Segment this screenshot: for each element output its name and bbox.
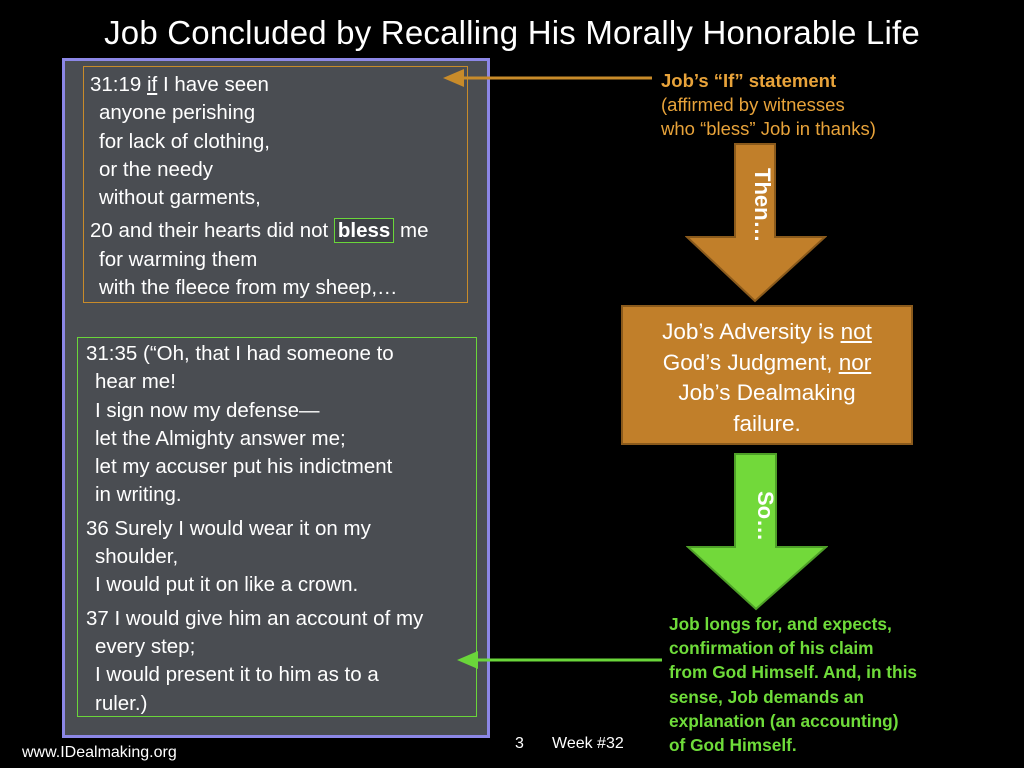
week-label: Week #32 xyxy=(552,735,624,752)
adversity-line: failure. xyxy=(733,410,801,436)
longs-for-note xyxy=(669,612,999,757)
if-connector-arrow xyxy=(443,69,652,87)
verse-line: in writing. xyxy=(95,483,182,507)
verse-35-line-1: 31:35 (“Oh, that I had someone to xyxy=(86,342,394,365)
page-number: 3 xyxy=(515,735,524,752)
verse-line: anyone perishing xyxy=(99,101,256,125)
then-label: Then… xyxy=(750,168,775,243)
bless-word: bless xyxy=(334,218,394,243)
verse-line: without garments, xyxy=(99,186,261,210)
verse-19-line-1: 31:19 if I have seen xyxy=(90,73,269,96)
longs-line: sense, Job demands an xyxy=(669,686,864,707)
verse-line: with the fleece from my sheep,… xyxy=(99,276,398,300)
so-label: So… xyxy=(753,491,778,542)
longs-line: of God Himself. xyxy=(669,735,797,756)
verse-line: I would put it on like a crown. xyxy=(95,573,359,597)
adversity-line: Job’s Dealmaking xyxy=(678,380,856,405)
verse-line: every step; xyxy=(95,634,196,658)
if-statement-line: (affirmed by witnesses xyxy=(661,94,845,115)
verse-line: shoulder, xyxy=(95,545,179,569)
verse-line: let the Almighty answer me; xyxy=(95,426,346,450)
longs-line: explanation (an accounting) xyxy=(669,710,899,731)
if-word: if xyxy=(147,73,158,96)
if-statement-heading: Job’s “If” statement xyxy=(661,70,837,91)
verse-line: I sign now my defense— xyxy=(95,398,320,422)
if-statement-note xyxy=(661,69,876,141)
verse-line: for lack of clothing, xyxy=(99,129,270,153)
longs-line: confirmation of his claim xyxy=(669,638,874,659)
verse-line: I would present it to him as to a xyxy=(95,663,379,687)
verse-line: hear me! xyxy=(95,370,176,394)
adversity-line: God’s Judgment, nor xyxy=(662,349,872,375)
nor-word: nor xyxy=(838,349,872,375)
verse-line: or the needy xyxy=(99,157,213,181)
adversity-line: Job’s Adversity is not xyxy=(662,319,872,344)
longs-line: from God Himself. And, in this xyxy=(669,662,918,683)
verse-20-line-1: 20 and their hearts did not bless me xyxy=(90,219,429,243)
verse-37-line-1: 37 I would give him an account of my xyxy=(86,606,424,630)
verse-36-line-1: 36 Surely I would wear it on my xyxy=(86,516,371,540)
verse-line: let my accuser put his indictment xyxy=(95,455,393,479)
not-word: not xyxy=(840,319,872,344)
longs-line: Job longs for, and expects, xyxy=(669,614,892,634)
slide-title: Job Concluded by Recalling His Morally Honorable Life xyxy=(104,14,920,51)
if-statement-line: who “bless” Job in thanks) xyxy=(661,118,876,139)
footer-website: www.IDealmaking.org xyxy=(22,744,177,761)
verse-line: for warming them xyxy=(99,247,258,271)
verse-line: ruler.) xyxy=(95,691,148,715)
adversity-conclusion-box xyxy=(621,305,913,445)
claim-connector-arrow xyxy=(457,651,662,669)
